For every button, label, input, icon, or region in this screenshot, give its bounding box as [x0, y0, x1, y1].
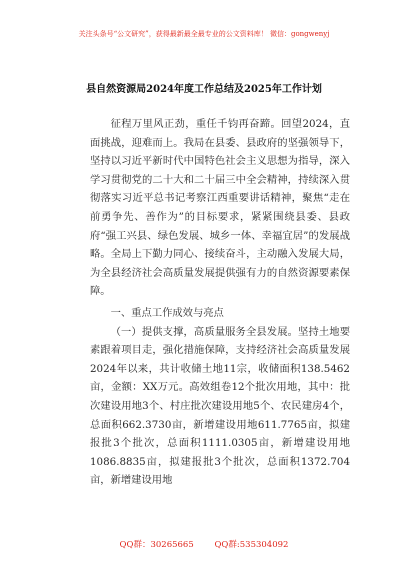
footer-qq-group-2: QQ群:535304092 [214, 540, 289, 550]
promo-banner: 关注头条号“公文研究”，获得最新最全最专业的公文资料库！ 微信：gongwenyj [78, 30, 330, 38]
document-body [90, 115, 350, 490]
footer-qq-group-1: QQ群：30265665 [119, 540, 194, 550]
intro-paragraph: 征程万里风正劲，重任千钧再奋蹄。回望2024，直面挑战，迎难而上。我局在县委、县政府的坚强领导下，坚持以习近平新时代中国特色社会主义思想为指导，深入学习贯彻党的二十大和二十届三中全会精神，持续深入贯彻落实习近平总书记考察江西重要讲话精神，聚焦“走在前勇争先、善作为”的目标要求，紧紧围绕县委、县政府“强工兴县、绿色发展、城乡一体、幸福宜居”的发展战略。全局上下勤力同心、接续奋斗，主动融入发展大局，为全县经济社会高质量发展提供强有力的自然资源要素保障。 [90, 118, 350, 298]
section-heading: 一、重点工作成效与亮点 [110, 306, 224, 319]
footer-contacts [0, 538, 408, 550]
section-paragraph: （一）提供支撑，高质量服务全县发展。坚持土地要素跟着项目走，强化措施保障，支持经济社会高质量发展2024年以来，共计收储土地11宗，收储面积138.5462亩，金额：XX万元。高效组卷12个批次用地，其中：批次建设用地3个、村庄批次建设用地5个、农民建房4个，总面积662.3730亩，新增建设用地611.7765亩，拟建报批3个批次，总面积1111.0305亩，新增建设用地1086.8835亩，拟建报批3个批次，总面积1372.704亩，新增建设用地 [90, 325, 350, 487]
document-title: 县自然资源局2024年度工作总结及2025年工作计划 [86, 84, 322, 95]
